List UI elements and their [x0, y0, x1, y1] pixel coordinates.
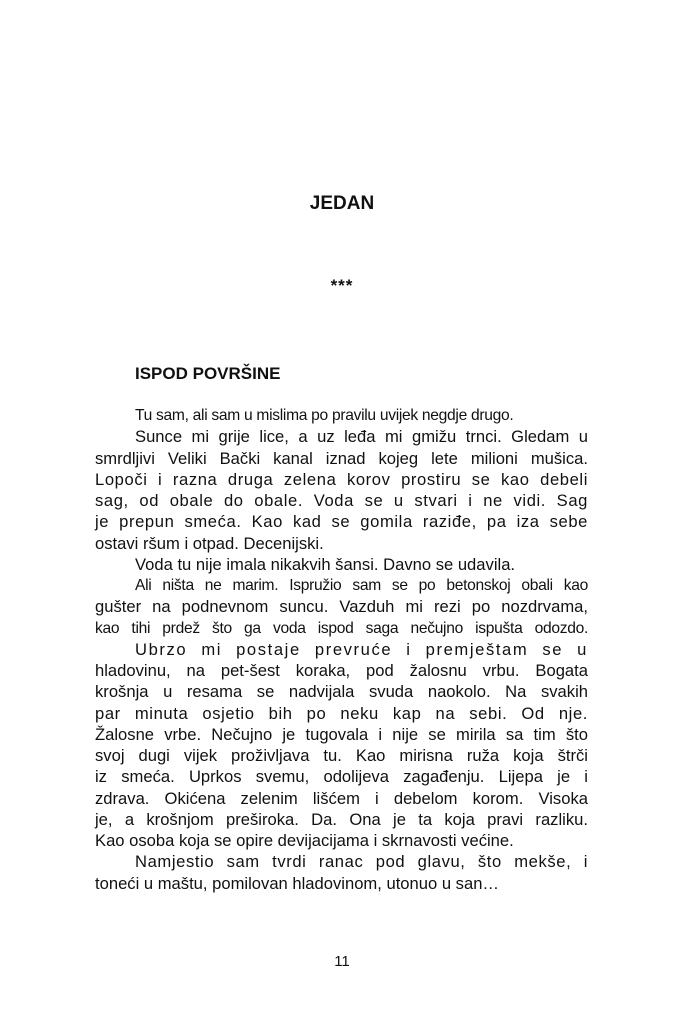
- page-number: 11: [334, 953, 350, 970]
- text-line: Žalosne vrbe. Nečujno je tugovala i nije se mirila sa tim što: [95, 724, 588, 744]
- text-line: Lopoči i razna druga zelena korov prostiru se kao debeli: [95, 469, 588, 489]
- section-separator: ***: [330, 276, 354, 295]
- text-line: je prepun smeća. Kao kad se gomila raziđe, pa iza sebe: [95, 512, 588, 532]
- text-line: je, a krošnjom preširoka. Da. Ona je ta koja pravi razliku.: [95, 809, 588, 829]
- text-line: Tu sam, ali sam u mislima po pravilu uvijek negdje drugo.: [135, 407, 514, 424]
- text-line: svoj dugi vijek proživljava tu. Kao mirisna ruža koja štrči: [95, 746, 588, 765]
- chapter-title: JEDAN: [309, 193, 375, 214]
- text-line: kao tihi prdež što ga voda ispod saga nečujno ispušta odozdo.: [95, 619, 588, 637]
- text-line: hladovinu, na pet-šest koraka, pod žalosnu vrbu. Bogata: [95, 661, 588, 680]
- text-line: iz smeća. Uprkos svemu, odolijeva zagađenju. Lijepa je i: [95, 767, 588, 787]
- text-line: zdrava. Okićena zelenim lišćem i debelom korom. Visoka: [95, 788, 588, 808]
- text-line: Namjestio sam tvrdi ranac pod glavu, što mekše, i: [135, 852, 588, 872]
- text-line: smrdljivi Veliki Bački kanal iznad kojeg lete milioni mušica.: [95, 448, 588, 468]
- text-line: krošnja u resama se nadvijala svuda naokolo. Na svakih: [95, 682, 588, 702]
- text-line: ostavi ršum i otpad. Decenijski.: [95, 533, 324, 553]
- text-line: Ali ništa ne marim. Ispružio sam se po betonskoj obali kao: [135, 577, 588, 594]
- text-line: Ubrzo mi postaje prevruće i premještam se u: [135, 639, 588, 659]
- section-title: ISPOD POVRŠINE: [135, 364, 281, 383]
- text-line: gušter na podnevnom suncu. Vazduh mi rezi po nozdrvama,: [95, 597, 588, 617]
- text-line: toneći u maštu, pomilovan hladovinom, utonuo u san…: [95, 873, 500, 893]
- text-line: sag, od obale do obale. Voda se u stvari i ne vidi. Sag: [95, 491, 588, 510]
- text-line: Voda tu nije imala nikakvih šansi. Davno se udavila.: [135, 554, 516, 574]
- text-line: par minuta osjetio bih po neku kap na sebi. Od nje.: [95, 703, 588, 723]
- body-text: [95, 405, 588, 894]
- text-line: Kao osoba koja se opire devijacijama i skrnavosti većine.: [95, 831, 514, 850]
- text-line: Sunce mi grije lice, a uz leđa mi gmižu trnci. Gledam u: [135, 427, 588, 447]
